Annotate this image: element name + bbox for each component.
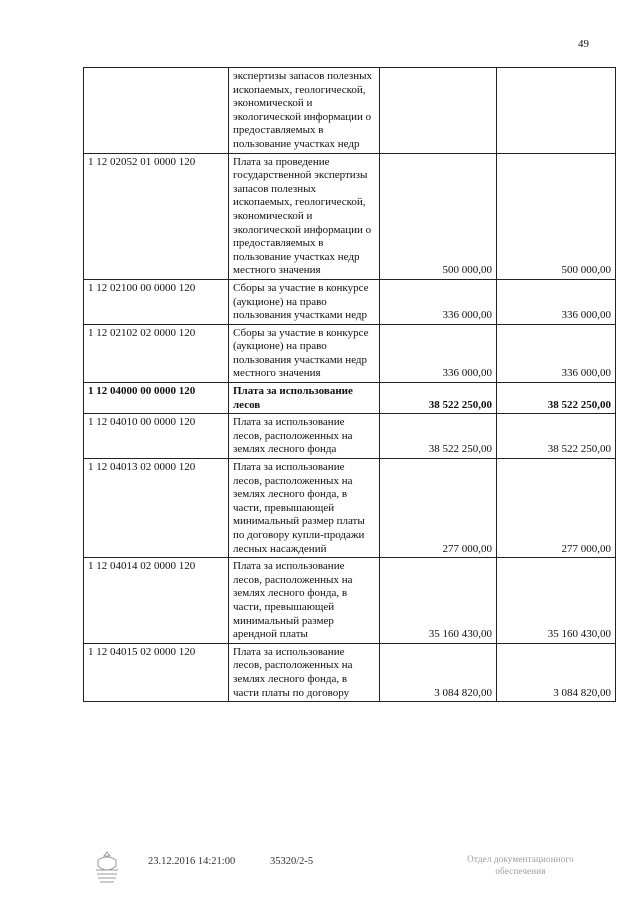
row-name: Плата за использование лесов, расположенных на землях лесного фонда, в части, превышающей минимальный размер арендной платы (229, 558, 380, 644)
department-stamp: Отдел документационного обеспечения (467, 854, 574, 876)
row-name: Плата за проведение государственной экспертизы запасов полезных ископаемых, геологической, экономической и экологической информации о предоставляемых в пользование участках недр местного значения (229, 153, 380, 279)
row-value-1: 38 522 250,00 (380, 414, 497, 459)
row-value-2 (497, 68, 616, 154)
footer-datetime: 23.12.2016 14:21:00 (148, 856, 236, 867)
table-row (84, 558, 616, 644)
row-code: 1 12 02052 01 0000 120 (84, 153, 229, 279)
row-value-1: 3 084 820,00 (380, 643, 497, 701)
row-code: 1 12 02102 02 0000 120 (84, 324, 229, 382)
table-row (84, 414, 616, 459)
row-value-1 (380, 68, 497, 154)
table-row-section-total (84, 383, 616, 414)
row-name: экспертизы запасов полезных ископаемых, геологической, экономической и экологической информации о предоставляемых в пользование участках недр (229, 68, 380, 154)
row-value-1: 277 000,00 (380, 459, 497, 558)
table-row (84, 324, 616, 382)
row-code: 1 12 04010 00 0000 120 (84, 414, 229, 459)
row-code (84, 68, 229, 154)
row-value-1: 336 000,00 (380, 279, 497, 324)
row-value-2: 277 000,00 (497, 459, 616, 558)
budget-table (83, 67, 616, 702)
row-name: Плата за использование лесов, расположенных на землях лесного фонда, в части платы по договору (229, 643, 380, 701)
row-value-2: 336 000,00 (497, 279, 616, 324)
row-value-1: 38 522 250,00 (380, 383, 497, 414)
row-name: Сборы за участие в конкурсе (аукционе) на право пользования участками недр местного значения (229, 324, 380, 382)
table-row (84, 68, 616, 154)
row-value-2: 38 522 250,00 (497, 383, 616, 414)
row-value-1: 336 000,00 (380, 324, 497, 382)
row-value-1: 35 160 430,00 (380, 558, 497, 644)
row-value-2: 500 000,00 (497, 153, 616, 279)
table-row (84, 279, 616, 324)
row-name: Плата за использование лесов, расположенных на землях лесного фонда, в части, превышающей минимальный размер платы по договору купли-продажи лесных насаждений (229, 459, 380, 558)
row-code: 1 12 04000 00 0000 120 (84, 383, 229, 414)
row-name: Сборы за участие в конкурсе (аукционе) на право пользования участками недр (229, 279, 380, 324)
row-value-2: 35 160 430,00 (497, 558, 616, 644)
table-row (84, 153, 616, 279)
row-name: Плата за использование лесов (229, 383, 380, 414)
emblem-icon (92, 850, 122, 884)
table-row (84, 643, 616, 701)
row-code: 1 12 04014 02 0000 120 (84, 558, 229, 644)
row-value-2: 3 084 820,00 (497, 643, 616, 701)
row-value-2: 336 000,00 (497, 324, 616, 382)
row-name: Плата за использование лесов, расположенных на землях лесного фонда (229, 414, 380, 459)
row-code: 1 12 04015 02 0000 120 (84, 643, 229, 701)
row-value-1: 500 000,00 (380, 153, 497, 279)
table-row (84, 459, 616, 558)
row-code: 1 12 02100 00 0000 120 (84, 279, 229, 324)
page-number: 49 (578, 38, 589, 50)
row-value-2: 38 522 250,00 (497, 414, 616, 459)
budget-table-body (84, 68, 616, 702)
footer-doc-number: 35320/2-5 (270, 856, 314, 867)
row-code: 1 12 04013 02 0000 120 (84, 459, 229, 558)
